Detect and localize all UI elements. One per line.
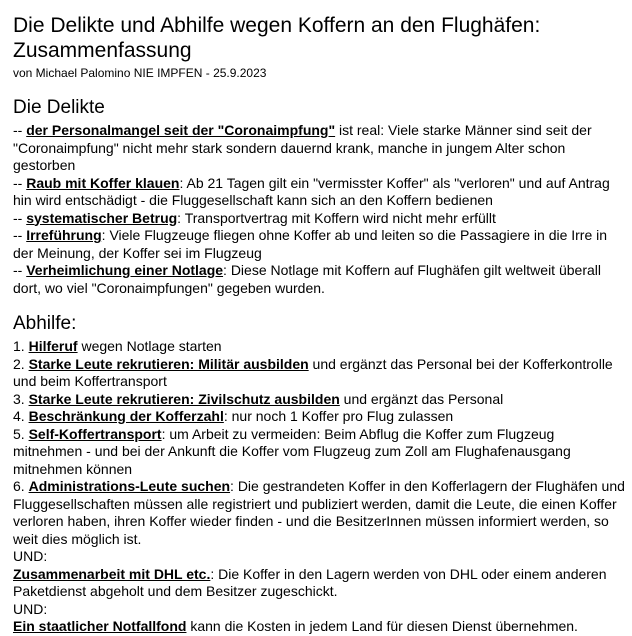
text-run: : Die gestrandeten Koffer in den Kofferlagern der Flughäfen und Fluggesellschaften müssen alle registriert und publiziert werden, damit die Leute, die einen Koffer verloren haben, ihren Koffer wieder finden - und die BesitzerInnen müssen informiert werden, so weit dies möglich ist. bbox=[13, 478, 625, 547]
emphasized-text: Zusammenarbeit mit DHL etc. bbox=[13, 565, 211, 582]
text-run: : Ab 21 Tagen gilt ein "vermisster Koffer" als "verloren" und auf Antrag hin wird entschädigt - die Fluggesellschaft kann sich an den Koffern bedienen bbox=[13, 174, 610, 208]
text-run: : Diese Notlage mit Koffern auf Flughäfen gilt weltweit überall dort, wo viel "Coronaimpfungen" gegeben wurden. bbox=[13, 262, 601, 296]
paragraph bbox=[13, 356, 625, 391]
emphasized-text: Ein staatlicher Notfallfond bbox=[13, 618, 187, 634]
emphasized-text: systematischer Betrug bbox=[26, 209, 178, 226]
text-run: -- bbox=[13, 174, 27, 191]
text-run: -- bbox=[13, 209, 27, 226]
text-run: -- bbox=[13, 122, 27, 138]
emphasized-text: der Personalmangel seit der "Coronaimpfung" bbox=[26, 122, 336, 138]
paragraph bbox=[13, 601, 625, 619]
text-run: : Die Koffer in den Lagern werden von DHL oder einem anderen Paketdienst abgeholt und dem Besitzer zugeschickt. bbox=[13, 565, 607, 599]
emphasized-text: Hilferuf bbox=[28, 338, 78, 354]
paragraph bbox=[13, 566, 625, 601]
emphasized-text: Self-Koffertransport bbox=[28, 425, 162, 442]
emphasized-text: Administrations-Leute suchen bbox=[28, 478, 231, 494]
emphasized-text: Beschränkung der Kofferzahl bbox=[28, 408, 224, 424]
text-run: 6. bbox=[13, 478, 29, 494]
paragraph bbox=[13, 262, 625, 297]
text-run: UND: bbox=[13, 548, 48, 564]
text-run: : Transportvertrag mit Koffern wird nicht mehr erfüllt bbox=[177, 209, 496, 226]
emphasized-text: Starke Leute rekrutieren: Militär ausbilden bbox=[28, 355, 309, 372]
paragraph bbox=[13, 478, 625, 548]
emphasized-text: Starke Leute rekrutieren: Zivilschutz ausbilden bbox=[28, 390, 340, 407]
paragraph bbox=[13, 227, 625, 262]
text-run: ist real: Viele starke Männer sind seit der "Coronaimpfung" nicht mehr stark sondern dauernd krank, manche in jungem Alter schon gestorben bbox=[13, 122, 592, 173]
text-run: : Viele Flugzeuge fliegen ohne Koffer ab und leiten so die Passagiere in die Irre in der Meinung, der Koffer sei im Flugzeug bbox=[13, 227, 608, 261]
text-run: : um Arbeit zu vermeiden: Beim Abflug die Koffer zum Flugzeug mitnehmen - und bei der Ankunft die Koffer vom Flugzeug zum Zoll am Flughafenausgang mitnehmen können bbox=[13, 425, 571, 477]
text-run: -- bbox=[13, 262, 27, 278]
emphasized-text: Irreführung bbox=[26, 227, 102, 243]
text-run: 5. bbox=[13, 425, 29, 442]
text-run: 2. bbox=[13, 355, 29, 372]
text-run: wegen Notlage starten bbox=[77, 338, 222, 354]
paragraph bbox=[13, 122, 625, 175]
text-run: 4. bbox=[13, 408, 29, 424]
text-run: -- bbox=[13, 227, 27, 243]
section-body-delikte bbox=[13, 122, 625, 297]
text-run: UND: bbox=[13, 600, 48, 617]
text-run: kann die Kosten in jedem Land für diesen Dienst übernehmen. bbox=[186, 618, 578, 634]
section-heading-abhilfe: Abhilfe: bbox=[13, 313, 77, 334]
paragraph bbox=[13, 175, 625, 210]
paragraph bbox=[13, 426, 625, 479]
emphasized-text: Verheimlichung einer Notlage bbox=[26, 262, 224, 278]
paragraph bbox=[13, 618, 625, 636]
paragraph bbox=[13, 210, 625, 228]
text-run: und ergänzt das Personal bei der Kofferkontrolle und beim Koffertransport bbox=[13, 355, 613, 389]
document-title: Die Delikte und Abhilfe wegen Koffern an den Flughäfen: Zusammenfassung bbox=[13, 14, 541, 62]
paragraph bbox=[13, 548, 625, 566]
paragraph bbox=[13, 408, 625, 426]
text-run: 3. bbox=[13, 390, 29, 407]
section-body-abhilfe bbox=[13, 338, 625, 636]
section-heading-delikte: Die Delikte bbox=[13, 97, 105, 118]
emphasized-text: Raub mit Koffer klauen bbox=[26, 174, 180, 191]
paragraph bbox=[13, 391, 625, 409]
text-run: und ergänzt das Personal bbox=[339, 390, 504, 407]
text-run: : nur noch 1 Koffer pro Flug zulassen bbox=[223, 408, 454, 424]
text-run: 1. bbox=[13, 338, 29, 354]
byline: von Michael Palomino NIE IMPFEN - 25.9.2023 bbox=[13, 66, 267, 80]
paragraph bbox=[13, 338, 625, 356]
